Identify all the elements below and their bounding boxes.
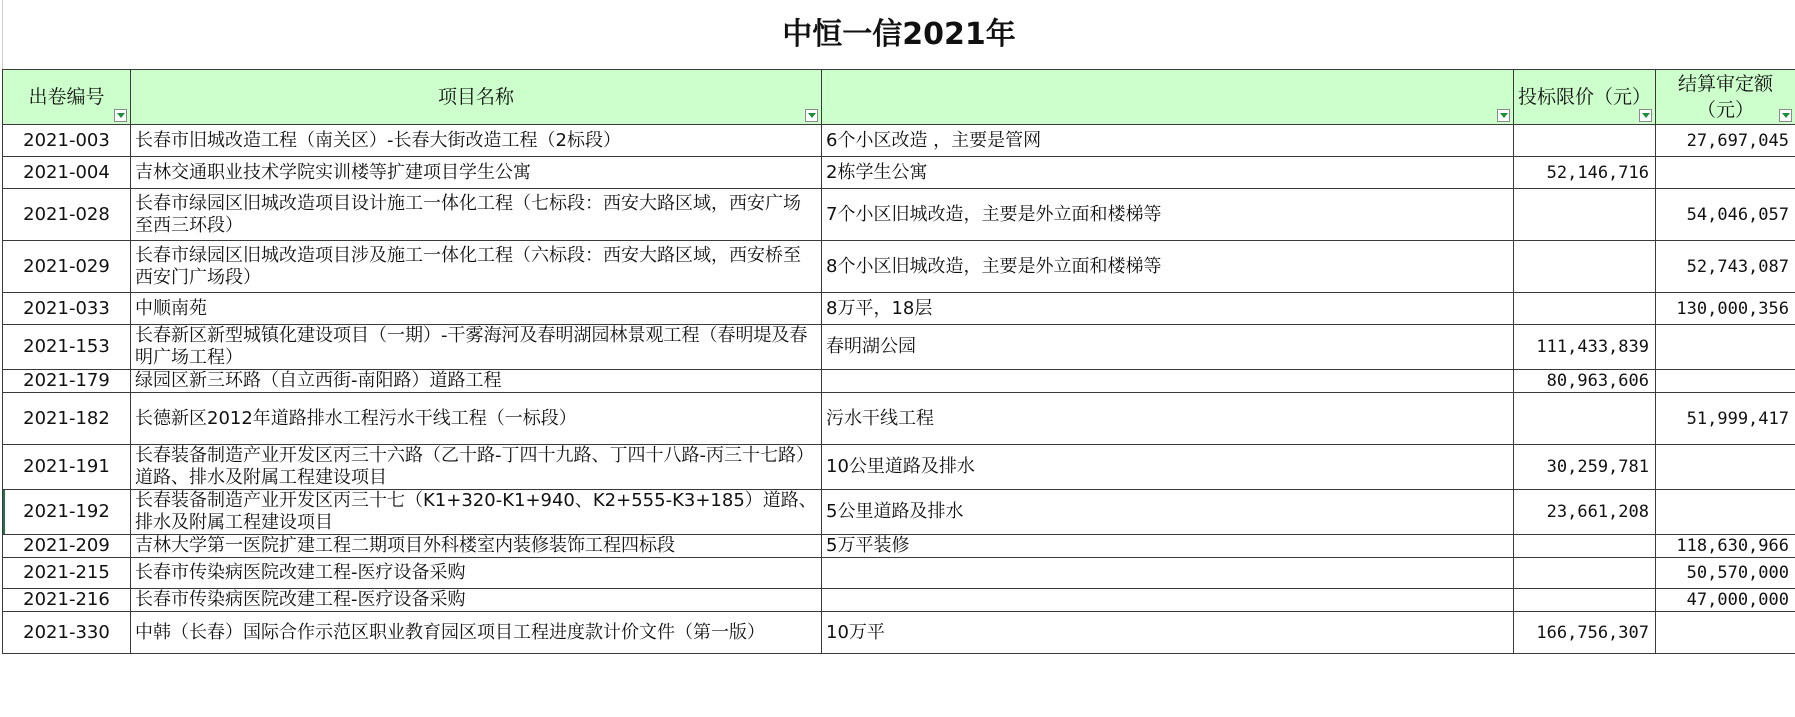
cell-settlement[interactable]: [1656, 157, 1795, 189]
header-row: [3, 70, 1795, 125]
cell-settlement[interactable]: 52,743,087: [1656, 241, 1795, 293]
cell-description[interactable]: [822, 558, 1514, 589]
cell-bid-limit[interactable]: 111,433,839: [1514, 325, 1656, 370]
table-row: [3, 241, 1795, 293]
cell-number[interactable]: 2021-209: [3, 535, 131, 558]
table-row: [3, 393, 1795, 445]
sheet-title[interactable]: 中恒一信2021年: [3, 0, 1795, 70]
cell-bid-limit[interactable]: 23,661,208: [1514, 490, 1656, 535]
table-row: [3, 445, 1795, 490]
cell-number[interactable]: 2021-216: [3, 589, 131, 612]
filter-dropdown-icon[interactable]: [805, 109, 818, 122]
table-row: [3, 558, 1795, 589]
cell-settlement[interactable]: 118,630,966: [1656, 535, 1795, 558]
filter-dropdown-icon[interactable]: [1639, 109, 1652, 122]
header-cell-project-name[interactable]: [131, 70, 822, 125]
cell-bid-limit[interactable]: [1514, 589, 1656, 612]
cell-description[interactable]: 10公里道路及排水: [822, 445, 1514, 490]
cell-project-name[interactable]: 长春市旧城改造工程（南关区）-长春大街改造工程（2标段）: [131, 125, 822, 157]
header-label: 项目名称: [437, 86, 514, 108]
cell-project-name[interactable]: 长德新区2012年道路排水工程污水干线工程（一标段）: [131, 393, 822, 445]
filter-dropdown-icon[interactable]: [1497, 109, 1510, 122]
table-row: [3, 157, 1795, 189]
cell-number[interactable]: 2021-330: [3, 612, 131, 654]
cell-description[interactable]: 5公里道路及排水: [822, 490, 1514, 535]
data-table: [2, 0, 1795, 654]
cell-description[interactable]: 8个小区旧城改造，主要是外立面和楼梯等: [822, 241, 1514, 293]
cell-number[interactable]: 2021-004: [3, 157, 131, 189]
cell-description[interactable]: 6个小区改造 ，主要是管网: [822, 125, 1514, 157]
cell-settlement[interactable]: 27,697,045: [1656, 125, 1795, 157]
header-label: 投标限价（元）: [1518, 86, 1652, 108]
cell-number[interactable]: 2021-215: [3, 558, 131, 589]
cell-project-name[interactable]: 长春市传染病医院改建工程-医疗设备采购: [131, 558, 822, 589]
table-row: [3, 325, 1795, 370]
cell-bid-limit[interactable]: [1514, 393, 1656, 445]
header-cell-description[interactable]: [822, 70, 1514, 125]
cell-bid-limit[interactable]: [1514, 293, 1656, 325]
cell-settlement[interactable]: 54,046,057: [1656, 189, 1795, 241]
cell-project-name[interactable]: 吉林交通职业技术学院实训楼等扩建项目学生公寓: [131, 157, 822, 189]
cell-bid-limit[interactable]: [1514, 241, 1656, 293]
title-row: [3, 0, 1795, 70]
filter-dropdown-icon[interactable]: [114, 109, 127, 122]
cell-number[interactable]: 2021-192: [3, 490, 131, 535]
cell-bid-limit[interactable]: 80,963,606: [1514, 370, 1656, 393]
table-row: [3, 293, 1795, 325]
cell-settlement[interactable]: 130,000,356: [1656, 293, 1795, 325]
cell-settlement[interactable]: 50,570,000: [1656, 558, 1795, 589]
header-cell-bid-limit[interactable]: [1514, 70, 1656, 125]
cell-project-name[interactable]: 长春装备制造产业开发区丙三十七（K1+320-K1+940、K2+555-K3+185）道路、排水及附属工程建设项目: [131, 490, 822, 535]
table-row: [3, 370, 1795, 393]
cell-description[interactable]: 5万平装修: [822, 535, 1514, 558]
table-row: [3, 589, 1795, 612]
cell-number[interactable]: 2021-029: [3, 241, 131, 293]
cell-bid-limit[interactable]: 30,259,781: [1514, 445, 1656, 490]
cell-description[interactable]: 春明湖公园: [822, 325, 1514, 370]
table-row: [3, 490, 1795, 535]
cell-number[interactable]: 2021-182: [3, 393, 131, 445]
cell-description[interactable]: 10万平: [822, 612, 1514, 654]
table-row: [3, 535, 1795, 558]
cell-settlement[interactable]: 47,000,000: [1656, 589, 1795, 612]
cell-settlement[interactable]: [1656, 370, 1795, 393]
cell-bid-limit[interactable]: [1514, 558, 1656, 589]
cell-number[interactable]: 2021-033: [3, 293, 131, 325]
cell-project-name[interactable]: 长春装备制造产业开发区丙三十六路（乙十路-丁四十九路、丁四十八路-丙三十七路）道路、排水及附属工程建设项目: [131, 445, 822, 490]
cell-number[interactable]: 2021-028: [3, 189, 131, 241]
cell-project-name[interactable]: 绿园区新三环路（自立西街-南阳路）道路工程: [131, 370, 822, 393]
cell-project-name[interactable]: 吉林大学第一医院扩建工程二期项目外科楼室内装修装饰工程四标段: [131, 535, 822, 558]
cell-number[interactable]: 2021-153: [3, 325, 131, 370]
table-row: [3, 612, 1795, 654]
header-label: 结算审定额（元）: [1677, 73, 1773, 121]
header-cell-settlement[interactable]: [1656, 70, 1795, 125]
cell-number[interactable]: 2021-191: [3, 445, 131, 490]
cell-settlement[interactable]: [1656, 612, 1795, 654]
cell-bid-limit[interactable]: 166,756,307: [1514, 612, 1656, 654]
cell-bid-limit[interactable]: 52,146,716: [1514, 157, 1656, 189]
cell-settlement[interactable]: [1656, 325, 1795, 370]
cell-project-name[interactable]: 长春市传染病医院改建工程-医疗设备采购: [131, 589, 822, 612]
cell-settlement[interactable]: [1656, 490, 1795, 535]
cell-description[interactable]: [822, 589, 1514, 612]
cell-project-name[interactable]: 长春市绿园区旧城改造项目设计施工一体化工程（七标段：西安大路区域，西安广场至西三环段）: [131, 189, 822, 241]
header-label: 出卷编号: [28, 86, 105, 108]
header-cell-number[interactable]: [3, 70, 131, 125]
cell-description[interactable]: 8万平，18层: [822, 293, 1514, 325]
filter-dropdown-icon[interactable]: [1779, 109, 1792, 122]
cell-description[interactable]: 7个小区旧城改造，主要是外立面和楼梯等: [822, 189, 1514, 241]
cell-project-name[interactable]: 长春市绿园区旧城改造项目涉及施工一体化工程（六标段：西安大路区域，西安桥至西安门广场段）: [131, 241, 822, 293]
cell-description[interactable]: [822, 370, 1514, 393]
cell-bid-limit[interactable]: [1514, 125, 1656, 157]
cell-bid-limit[interactable]: [1514, 535, 1656, 558]
cell-number[interactable]: 2021-179: [3, 370, 131, 393]
cell-settlement[interactable]: [1656, 445, 1795, 490]
table-row: [3, 125, 1795, 157]
cell-project-name[interactable]: 长春新区新型城镇化建设项目（一期）-干雾海河及春明湖园林景观工程（春明堤及春明广场工程）: [131, 325, 822, 370]
cell-description[interactable]: 污水干线工程: [822, 393, 1514, 445]
cell-project-name[interactable]: 中韩（长春）国际合作示范区职业教育园区项目工程进度款计价文件（第一版）: [131, 612, 822, 654]
cell-project-name[interactable]: 中顺南苑: [131, 293, 822, 325]
cell-number[interactable]: 2021-003: [3, 125, 131, 157]
cell-bid-limit[interactable]: [1514, 189, 1656, 241]
cell-settlement[interactable]: 51,999,417: [1656, 393, 1795, 445]
table-row: [3, 189, 1795, 241]
cell-description[interactable]: 2栋学生公寓: [822, 157, 1514, 189]
